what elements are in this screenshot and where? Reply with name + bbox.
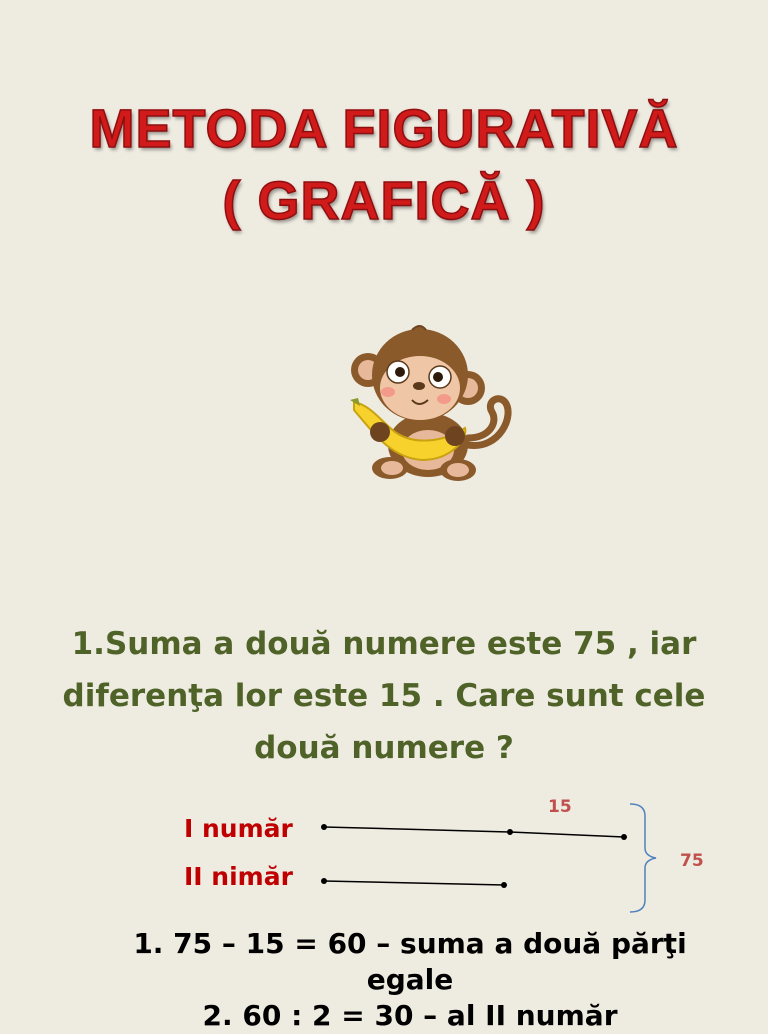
step-1-line-b: egale xyxy=(366,963,454,996)
sum-label: 75 xyxy=(680,851,704,871)
problem-statement xyxy=(40,618,728,774)
second-number-segment xyxy=(324,881,504,885)
segment-diagram xyxy=(0,780,768,930)
solution-steps xyxy=(90,926,730,1034)
step-1-line-a: 1. 75 – 15 = 60 – suma a două părţi xyxy=(133,927,687,960)
first-number-label: I număr xyxy=(184,814,293,843)
step-2: 2. 60 : 2 = 30 – al II număr xyxy=(202,999,618,1032)
difference-segment xyxy=(510,832,624,837)
difference-label: 15 xyxy=(548,797,572,817)
second-number-label: II nimăr xyxy=(184,862,293,891)
title-line-1: METODA FIGURATIVĂ xyxy=(89,99,679,159)
problem-line-3: două numere ? xyxy=(254,730,514,766)
first-number-segment xyxy=(324,827,510,832)
monkey-icon xyxy=(340,320,530,495)
title-line-2: ( GRAFICĂ ) xyxy=(222,171,546,231)
sum-brace xyxy=(630,804,656,912)
problem-line-2: diferenţa lor este 15 . Care sunt cele xyxy=(62,678,706,714)
problem-line-1: 1.Suma a două numere este 75 , iar xyxy=(71,626,697,662)
